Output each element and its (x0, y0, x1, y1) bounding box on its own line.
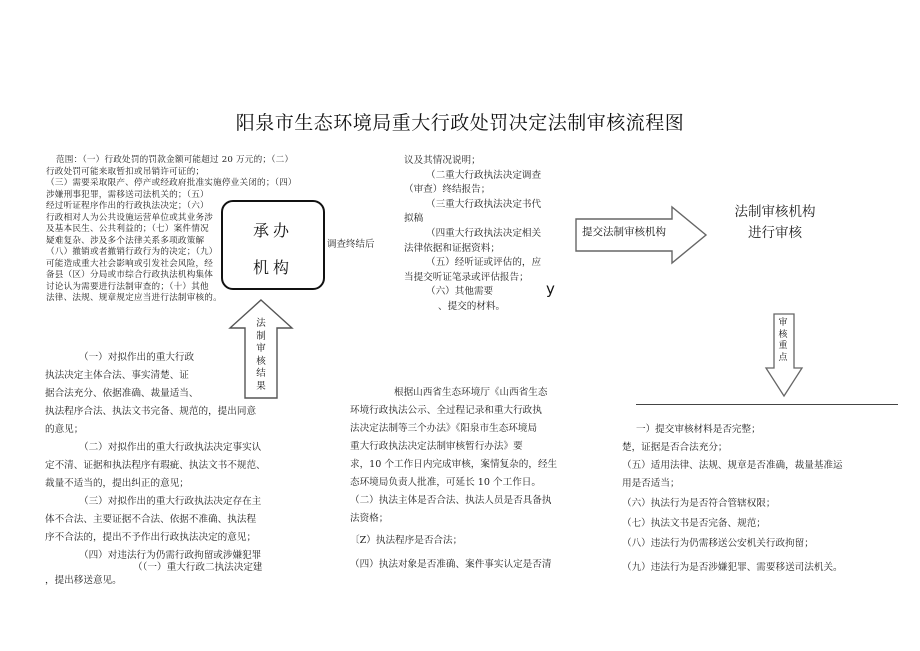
result-arrow-label: 法制审核结果 (256, 318, 266, 392)
basis-line: 〔Z）执法程序是否合法； (350, 535, 463, 546)
material-line: （审查）终结报告； (404, 184, 491, 196)
scope-line: 行政相对人为公共设施运营单位或其业务涉 (46, 212, 214, 223)
material-line: 当提交听证笔录或评估报告； (404, 271, 529, 283)
basis-line: 求，10 个工作日内完成审核，案情复杂的，经生 (350, 459, 558, 470)
divider-line (636, 404, 898, 405)
review-agency (714, 202, 836, 244)
result-line: 体不合法、主要证据不合法、依据不准确、执法程 (45, 514, 257, 525)
scope-line: 涉嫌刑事犯罪，需移送司法机关的；（五） (46, 189, 209, 200)
basis-line: （二）执法主体是否合法、执法人员是否具备执 (350, 495, 552, 506)
material-line: （二重大行政执法决定调查 (426, 169, 542, 181)
focus-line: 楚，证据是否合法充分； (622, 442, 728, 453)
review-agency-line2: 进行审核 (748, 225, 802, 241)
scope-line: 可能造成重大社会影响或引发社会风险，经 (46, 258, 214, 269)
material-line: 、提交的材料。 (438, 300, 506, 312)
result-line: 执法决定主体合法、事实清楚、证 (45, 370, 189, 381)
result-line: 序不合法的，提出不予作出行政执法决定的意见； (45, 532, 257, 543)
result-line: ，提出移送意见。 (45, 575, 122, 586)
handling-box-line1: 承办 (252, 221, 293, 240)
handling-box-line2: 机构 (252, 258, 293, 277)
basis-line: 法资格； (350, 513, 389, 524)
stray-character: y (546, 280, 555, 298)
submit-materials-block (404, 154, 541, 315)
focus-line: （五）适用法律、法规、规章是否准确，裁量基准运 (622, 460, 843, 471)
basis-line: 态环境局负责人批准，可延长 10 个工作日。 (350, 477, 541, 488)
material-line: （三重大行政执法决定书代 (426, 198, 542, 210)
material-line: （四重大行政执法决定相关 (426, 227, 542, 239)
material-line: （六）其他需要 (426, 286, 494, 298)
result-line: （三）对拟作出的重大行政执法决定存在主 (79, 496, 262, 507)
handling-agency-box (221, 200, 325, 290)
scope-line: 经过听证程序作出的行政执法决定；（六） (46, 201, 209, 211)
scope-line: 范围：（一）行政处罚的罚款金额可能超过 20 万元的；（二） (56, 155, 294, 165)
material-line: 议及其情况说明； (404, 155, 481, 166)
focus-line: （六）执法行为是否符合管辖权限； (622, 498, 776, 509)
material-line: 拟稿 (404, 213, 424, 225)
result-line: 裁量不适当的，提出纠正的意见； (45, 478, 189, 489)
result-line: （四）对违法行为仍需行政拘留或涉嫌犯罪 (79, 550, 262, 561)
scope-line: 备县（区）分局或市综合行政执法机构集体 (46, 270, 214, 280)
result-line: （一）对拟作出的重大行政 (79, 352, 195, 363)
basis-line: 根据山西省生态环境厅《山西省生态 (394, 387, 548, 398)
basis-line: （四）执法对象是否准确、案件事实认定是否清 (350, 559, 552, 570)
result-line: 的意见； (45, 424, 84, 435)
result-line: 定不清、证据和执法程序有瑕疵、执法文书不规范、 (45, 460, 266, 471)
results-block (45, 349, 266, 587)
scope-line: （三）需要采取限产、停产或经政府批准实施停业关闭的；（四） (46, 178, 297, 188)
review-agency-line1: 法制审核机构 (734, 204, 816, 220)
result-line: 执法程序合法、执法文书完备、规范的，提出同意 (45, 406, 257, 417)
focus-block (622, 421, 843, 577)
result-line: （二）对拟作出的重大行政执法决定事实认 (79, 442, 262, 453)
scope-line: 疑难复杂、涉及多个法律关系多项政策解 (46, 235, 205, 246)
material-line: 法律依据和证据资料； (404, 242, 500, 254)
page-title: 阳泉市生态环境局重大行政处罚决定法制审核流程图 (235, 112, 685, 134)
material-line: （五）经听证或评估的，应 (426, 257, 542, 269)
result-line: 据合法充分、依据准确、裁量适当、 (45, 388, 199, 399)
focus-arrow-label: 审核重点 (778, 318, 788, 363)
scope-line: 及基本民生、公共利益的；（七）案件情况 (46, 224, 209, 234)
basis-block (350, 384, 557, 574)
basis-line: 重大行政执法决定法制审核暂行办法》要 (350, 441, 523, 452)
focus-line: 一）提交审核材料是否完整； (636, 424, 761, 435)
focus-line: （七）执法文书是否完备、规范； (622, 518, 766, 529)
scope-line: 讨论认为需要进行法制审查的；（十）其他 (46, 281, 209, 292)
focus-line: （九）违法行为是否涉嫌犯罪、需要移送司法机关。 (622, 562, 843, 573)
focus-line: （八）违法行为仍需移送公安机关行政拘留； (622, 538, 814, 549)
basis-line: 法决定法制等三个办法》《阳泉市生态环境局 (350, 423, 538, 434)
submit-arrow-label: 提交法制审核机构 (582, 226, 666, 238)
after-investigation-label: 调查终结后 (327, 239, 375, 250)
scope-line: 行政处罚可能来取暂扣或吊销许可证的； (46, 166, 205, 177)
focus-line: 用是否适当； (622, 478, 680, 489)
basis-line: 环境行政执法公示、全过程记录和重大行政执 (350, 405, 542, 416)
result-line: （（一）重大行政二执法决定建 (133, 562, 263, 573)
scope-line: 法律、法规、规章规定应当进行法制审核的。 (46, 293, 222, 303)
scope-line: （八）撤销或者撤销行政行为的决定；（九） (46, 247, 218, 257)
